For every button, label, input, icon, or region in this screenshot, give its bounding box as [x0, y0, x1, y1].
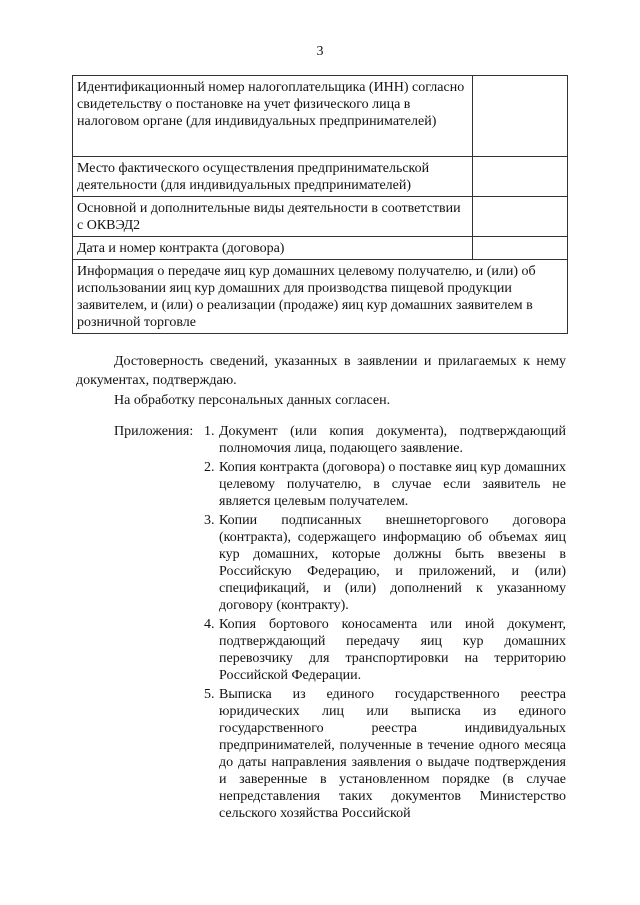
page-number: 3 — [316, 44, 324, 59]
row-label-okved: Основной и дополнительные виды деятельности в соответствии с ОКВЭД2 — [73, 197, 473, 237]
list-item — [204, 423, 566, 457]
row-label-transfer-info: Информация о передаче яиц кур домашних целевому получателю, и (или) об использовании яиц кур домашних для производства пищевой продукции заявителем, и (или) о реализации (продаже) яиц кур домашних заявителем в розничной торговле — [73, 260, 568, 334]
list-item-number: 2. — [204, 460, 215, 475]
table-row — [73, 197, 568, 237]
list-item-number: 3. — [204, 513, 215, 528]
list-item-number: 1. — [204, 424, 215, 439]
row-value-contract — [472, 237, 567, 260]
list-item-text: Копии подписанных внешнеторгового договора (контракта), содержащего информацию об объемах яиц кур домашних, которые должны быть ввезены в Российскую Федерацию, и приложений, и (или) спецификаций, и (или) дополнений к указанному договору (контракту). — [219, 513, 566, 613]
list-item — [204, 616, 566, 684]
list-item — [204, 512, 566, 614]
table-row — [73, 76, 568, 157]
list-item-text: Копия контракта (договора) о поставке яиц кур домашних целевому получателю, в случае если заявитель не является целевым получателем. — [219, 460, 566, 509]
list-item — [204, 459, 566, 510]
row-value-place — [472, 157, 567, 197]
attachments-label: Приложения: — [114, 424, 194, 439]
list-item — [204, 686, 566, 822]
row-label-inn: Идентификационный номер налогоплательщика (ИНН) согласно свидетельству о постановке на учет физического лица в налоговом органе (для индивидуальных предпринимателей) — [73, 76, 473, 157]
list-item-number: 4. — [204, 617, 215, 632]
list-item-text: Документ (или копия документа), подтверждающий полномочия лица, подающего заявление. — [219, 424, 566, 456]
applicant-info-table — [72, 75, 568, 334]
list-item-number: 5. — [204, 687, 215, 702]
row-label-place: Место фактического осуществления предпринимательской деятельности (для индивидуальных предпринимателей) — [73, 157, 473, 197]
table-row — [73, 237, 568, 260]
row-value-inn — [472, 76, 567, 157]
row-value-okved — [472, 197, 567, 237]
table-row — [73, 260, 568, 334]
row-label-contract: Дата и номер контракта (договора) — [73, 237, 473, 260]
list-item-text: Выписка из единого государственного реестра юридических лиц или выписка из единого государственного реестра индивидуальных предпринимателей, полученные в течение одного месяца до даты направления заявления о выдаче подтверждения и заверенные в установленном порядке (в случае непредставления таких документов Министерство сельского хозяйства Российской — [219, 687, 566, 821]
consent-paragraph: На обработку персональных данных согласен. — [114, 393, 391, 408]
confirmation-paragraph: Достоверность сведений, указанных в заявлении и прилагаемых к нему документах, подтверждаю. — [76, 354, 566, 388]
table-row — [73, 157, 568, 197]
list-item-text: Копия бортового коносамента или иной документ, подтверждающий передачу яиц кур домашних перевозчику для транспортировки на территорию Российской Федерации. — [219, 617, 566, 683]
attachments-list — [204, 423, 566, 824]
